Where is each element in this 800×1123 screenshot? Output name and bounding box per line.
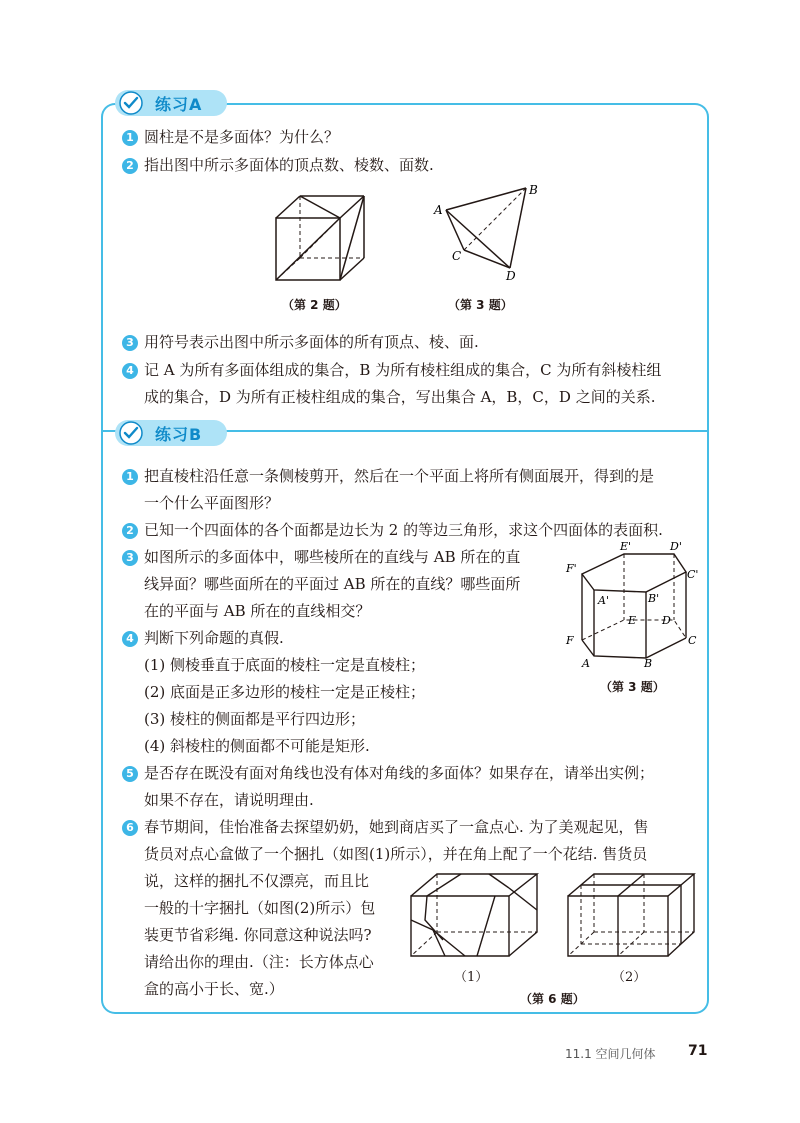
label-a: A bbox=[434, 203, 443, 217]
question-number-badge: 2 bbox=[122, 523, 138, 539]
figure-hexagonal-prism bbox=[560, 540, 700, 670]
question-number-badge: 4 bbox=[122, 363, 138, 379]
figure-cube-diagonals bbox=[268, 190, 368, 282]
practice-b-q6-cont: 请给出你的理由.（注：长方体点心 bbox=[144, 953, 374, 971]
practice-b-q5-cont: 如果不存在，请说明理由. bbox=[144, 791, 314, 809]
label-e: E bbox=[628, 614, 637, 627]
q4-item: (2) 底面是正多边形的棱柱一定是正棱柱； bbox=[144, 683, 426, 701]
question-number-badge: 3 bbox=[122, 335, 138, 351]
practice-b-q4: 4 判断下列命题的真假. bbox=[122, 624, 284, 652]
question-number-badge: 1 bbox=[122, 469, 138, 485]
practice-b-q1-cont: 一个什么平面图形？ bbox=[144, 494, 280, 512]
label-e-prime: E' bbox=[620, 540, 632, 553]
practice-a-q4-cont: 成的集合，D 为所有正棱柱组成的集合，写出集合 A，B，C，D 之间的关系. bbox=[144, 388, 656, 406]
practice-b-q3: 3 如图所示的多面体中，哪些棱所在的直线与 AB 所在的直 bbox=[122, 543, 520, 571]
q4-item: (3) 棱柱的侧面都是平行四边形； bbox=[144, 710, 366, 728]
page-number: 71 bbox=[688, 1043, 708, 1059]
practice-b-q6: 6 春节期间，佳怡准备去探望奶奶，她到商店买了一盒点心. 为了美观起见，售 bbox=[122, 813, 649, 841]
question-number-badge: 1 bbox=[122, 130, 138, 146]
practice-a-tag bbox=[115, 90, 227, 116]
figure-6-caption: （第 6 题） bbox=[520, 992, 585, 1006]
practice-a-q2: 2 指出图中所示多面体的顶点数、棱数、面数. bbox=[122, 151, 434, 179]
label-f-prime: F' bbox=[566, 562, 577, 575]
label-b-prime: B' bbox=[648, 592, 660, 605]
section-footer: 11.1 空间几何体 bbox=[565, 1047, 656, 1061]
label-b: B bbox=[529, 183, 538, 197]
label-d: D bbox=[662, 614, 671, 627]
label-c-prime: C' bbox=[687, 568, 699, 581]
practice-a-q1: 1 圆柱是不是多面体？为什么？ bbox=[122, 123, 339, 151]
label-c: C bbox=[688, 634, 697, 647]
practice-b-q6-cont: 盒的高小于长、宽.） bbox=[144, 980, 284, 998]
practice-b-q1: 1 把直棱柱沿任意一条侧棱剪开，然后在一个平面上将所有侧面展开，得到的是 bbox=[122, 462, 654, 490]
label-b: B bbox=[644, 657, 653, 670]
q4-item: (1) 侧棱垂直于底面的棱柱一定是直棱柱； bbox=[144, 656, 426, 674]
practice-b-q3-cont1: 线异面？哪些面所在的平面过 AB 所在的直线？哪些面所 bbox=[144, 575, 521, 593]
label-a: A bbox=[582, 657, 590, 670]
pencil-check-icon bbox=[119, 91, 143, 115]
practice-a-q4: 4 记 A 为所有多面体组成的集合，B 为所有棱柱组成的集合，C 为所有斜棱柱组 bbox=[122, 356, 661, 384]
practice-b-q6-cont: 货员对点心盒做了一个捆扎（如图(1)所示），并在角上配了一个花结. 售货员 bbox=[144, 845, 648, 863]
label-a-prime: A' bbox=[598, 594, 609, 607]
pencil-check-icon bbox=[119, 421, 143, 445]
practice-b-q2: 2 已知一个四面体的各个面都是边长为 2 的等边三角形，求这个四面体的表面积. bbox=[122, 516, 663, 544]
q4-item: (4) 斜棱柱的侧面都不可能是矩形. bbox=[144, 737, 370, 755]
label-d: D bbox=[506, 269, 516, 282]
question-number-badge: 2 bbox=[122, 158, 138, 174]
practice-a-label: 练习A bbox=[155, 95, 203, 114]
figure-2-caption: （第 2 题） bbox=[282, 298, 347, 312]
figure-3-caption: （第 3 题） bbox=[448, 298, 513, 312]
practice-b-q3-cont2: 在的平面与 AB 所在的直线相交？ bbox=[144, 602, 371, 620]
question-number-badge: 3 bbox=[122, 550, 138, 566]
figure-cross-box bbox=[562, 870, 702, 960]
figure-b3-caption: （第 3 题） bbox=[600, 680, 665, 694]
practice-b-q5: 5 是否存在既没有面对角线也没有体对角线的多面体？如果存在，请举出实例； bbox=[122, 759, 654, 787]
question-number-badge: 5 bbox=[122, 766, 138, 782]
figure-6-sub1: （1） bbox=[454, 970, 489, 985]
practice-b-q6-cont: 一般的十字捆扎（如图(2)所示）包 bbox=[144, 899, 376, 917]
practice-a-q3: 3 用符号表示出图中所示多面体的所有顶点、棱、面. bbox=[122, 328, 479, 356]
label-d-prime: D' bbox=[670, 540, 682, 553]
figure-tetrahedron bbox=[430, 182, 540, 282]
question-number-badge: 4 bbox=[122, 631, 138, 647]
figure-ribbon-box bbox=[405, 870, 545, 960]
practice-b-q6-cont: 说，这样的捆扎不仅漂亮，而且比 bbox=[144, 872, 370, 890]
practice-b-tag bbox=[115, 420, 227, 446]
label-f: F bbox=[566, 634, 574, 647]
label-c: C bbox=[452, 249, 462, 263]
question-number-badge: 6 bbox=[122, 820, 138, 836]
figure-6-sub2: （2） bbox=[612, 970, 647, 985]
practice-b-label: 练习B bbox=[155, 425, 203, 444]
practice-b-q6-cont: 装更节省彩绳. 你同意这种说法吗? bbox=[144, 926, 372, 944]
